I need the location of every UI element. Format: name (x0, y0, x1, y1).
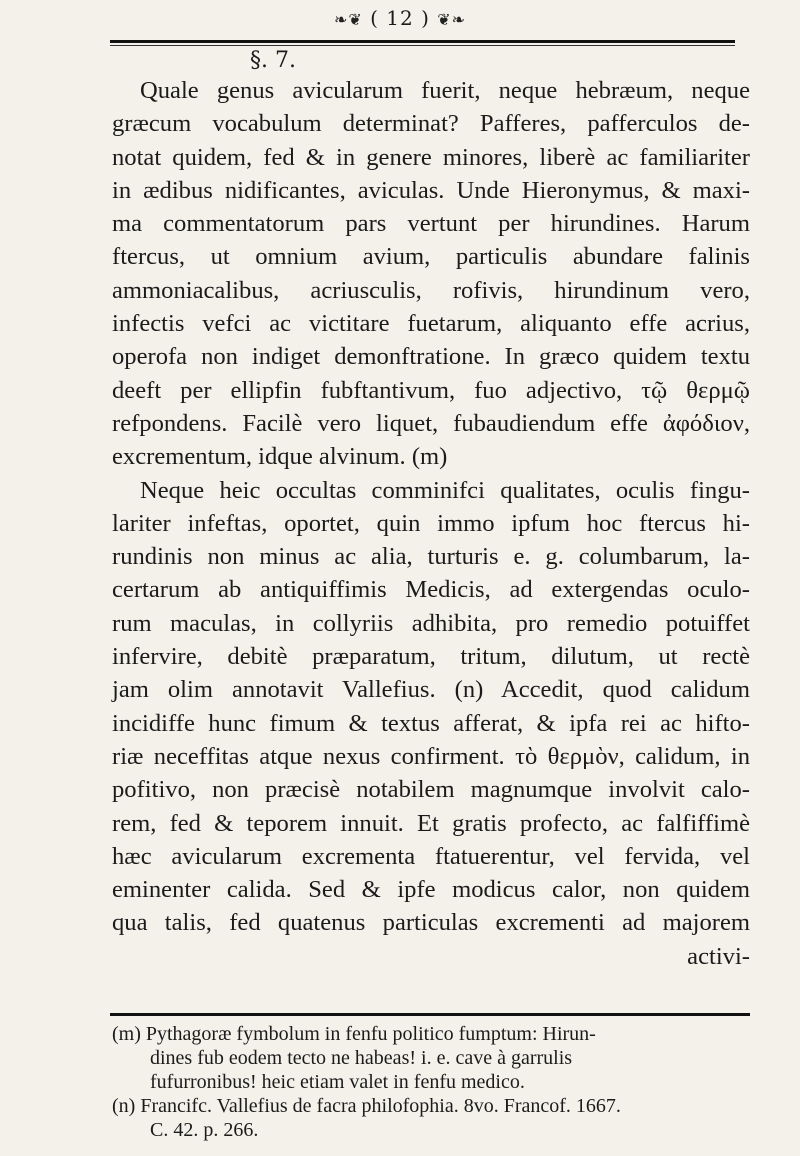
footnote-m-line: fufurronibus! heic etiam valet in fenfu medico. (150, 1071, 525, 1093)
text-line: excrementum, idque alvinum. (m) (112, 443, 448, 471)
text-line: infectis vefci ac victitare fuetarum, aliquanto effe acrius, (112, 310, 750, 338)
text-line: rem, fed & teporem innuit. Et gratis profecto, ac falfiffimè (112, 809, 750, 837)
footnote-m-line: dines fub eodem tecto ne habeas! i. e. cave à garrulis (150, 1047, 573, 1069)
text-line: ma commentatorum pars vertunt per hirundines. Harum (112, 210, 750, 238)
ornament-right: ❦❧ (437, 10, 467, 29)
text-line: ammoniacalibus, acriusculis, rofivis, hirundinum vero, (112, 276, 750, 304)
text-line: qua talis, fed quatenus particulas excrementi ad majorem (112, 909, 750, 937)
main-text (112, 74, 750, 973)
footnote-n-line: C. 42. p. 266. (150, 1119, 259, 1141)
ornament-left: ❧❦ (333, 10, 363, 29)
text-line: hæc avicularum excrementa ftatuerentur, vel fervida, vel (112, 842, 750, 870)
text-line: ftercus, ut omnium avium, particulis abundare falinis (112, 243, 750, 271)
text-line: pofitivo, non præcisè notabilem magnumque involvit calo- (112, 776, 750, 804)
text-line: infervire, debitè præparatum, tritum, dilutum, ut rectè (112, 643, 750, 671)
text-line: incidiffe hunc fimum & textus afferat, & ipfa rei ac hifto- (112, 709, 750, 737)
page-number: ( 12 ) (370, 6, 430, 30)
catchword: activi- (687, 942, 750, 970)
text-line: in ædibus nidificantes, aviculas. Unde Hieronymus, & maxi- (112, 176, 750, 204)
text-line: rundinis non minus ac alia, turturis e. g. columbarum, la- (112, 543, 750, 571)
header-rule-thin (110, 45, 735, 46)
text-line: deeft per ellipfin fubftantivum, fuo adjectivo, τῷ θερμῷ (112, 376, 750, 404)
text-line: lariter infeftas, oportet, quin immo ipfum hoc ftercus hi- (112, 509, 750, 537)
text-line: Neque heic occultas comminifci qualitates, oculis fingu- (140, 476, 750, 504)
section-marker: §. 7. (250, 48, 296, 73)
text-line: operofa non indiget demonftratione. In græco quidem textu (112, 343, 750, 371)
text-line: rum maculas, in collyriis adhibita, pro remedio potuiffet (112, 609, 750, 637)
text-line: græcum vocabulum determinat? Pafferes, pafferculos de- (112, 110, 750, 138)
text-line: riæ neceffitas atque nexus confirment. τὸ θερμὸν, calidum, in (112, 742, 750, 770)
text-line: eminenter calida. Sed & ipfe modicus calor, non quidem (112, 876, 750, 904)
text-line: refpondens. Facilè vero liquet, fubaudiendum effe ἀφόδιον, (112, 409, 750, 437)
text-line: notat quidem, fed & in genere minores, liberè ac familiariter (112, 143, 750, 171)
running-header (0, 6, 800, 30)
footnote-rule (110, 1013, 750, 1016)
footnotes (112, 1022, 752, 1142)
footnote-m-line: (m) Pythagoræ fymbolum in fenfu politico fumptum: Hirun- (112, 1023, 596, 1045)
text-line: Quale genus avicularum fuerit, neque hebræum, neque (140, 77, 750, 104)
header-rule-thick (110, 40, 735, 43)
text-line: jam olim annotavit Vallefius. (n) Accedit, quod calidum (112, 676, 750, 704)
text-line: certarum ab antiquiffimis Medicis, ad extergendas oculo- (112, 576, 750, 604)
footnote-n-line: (n) Francifc. Vallefius de facra philofophia. 8vo. Francof. 1667. (112, 1095, 621, 1117)
